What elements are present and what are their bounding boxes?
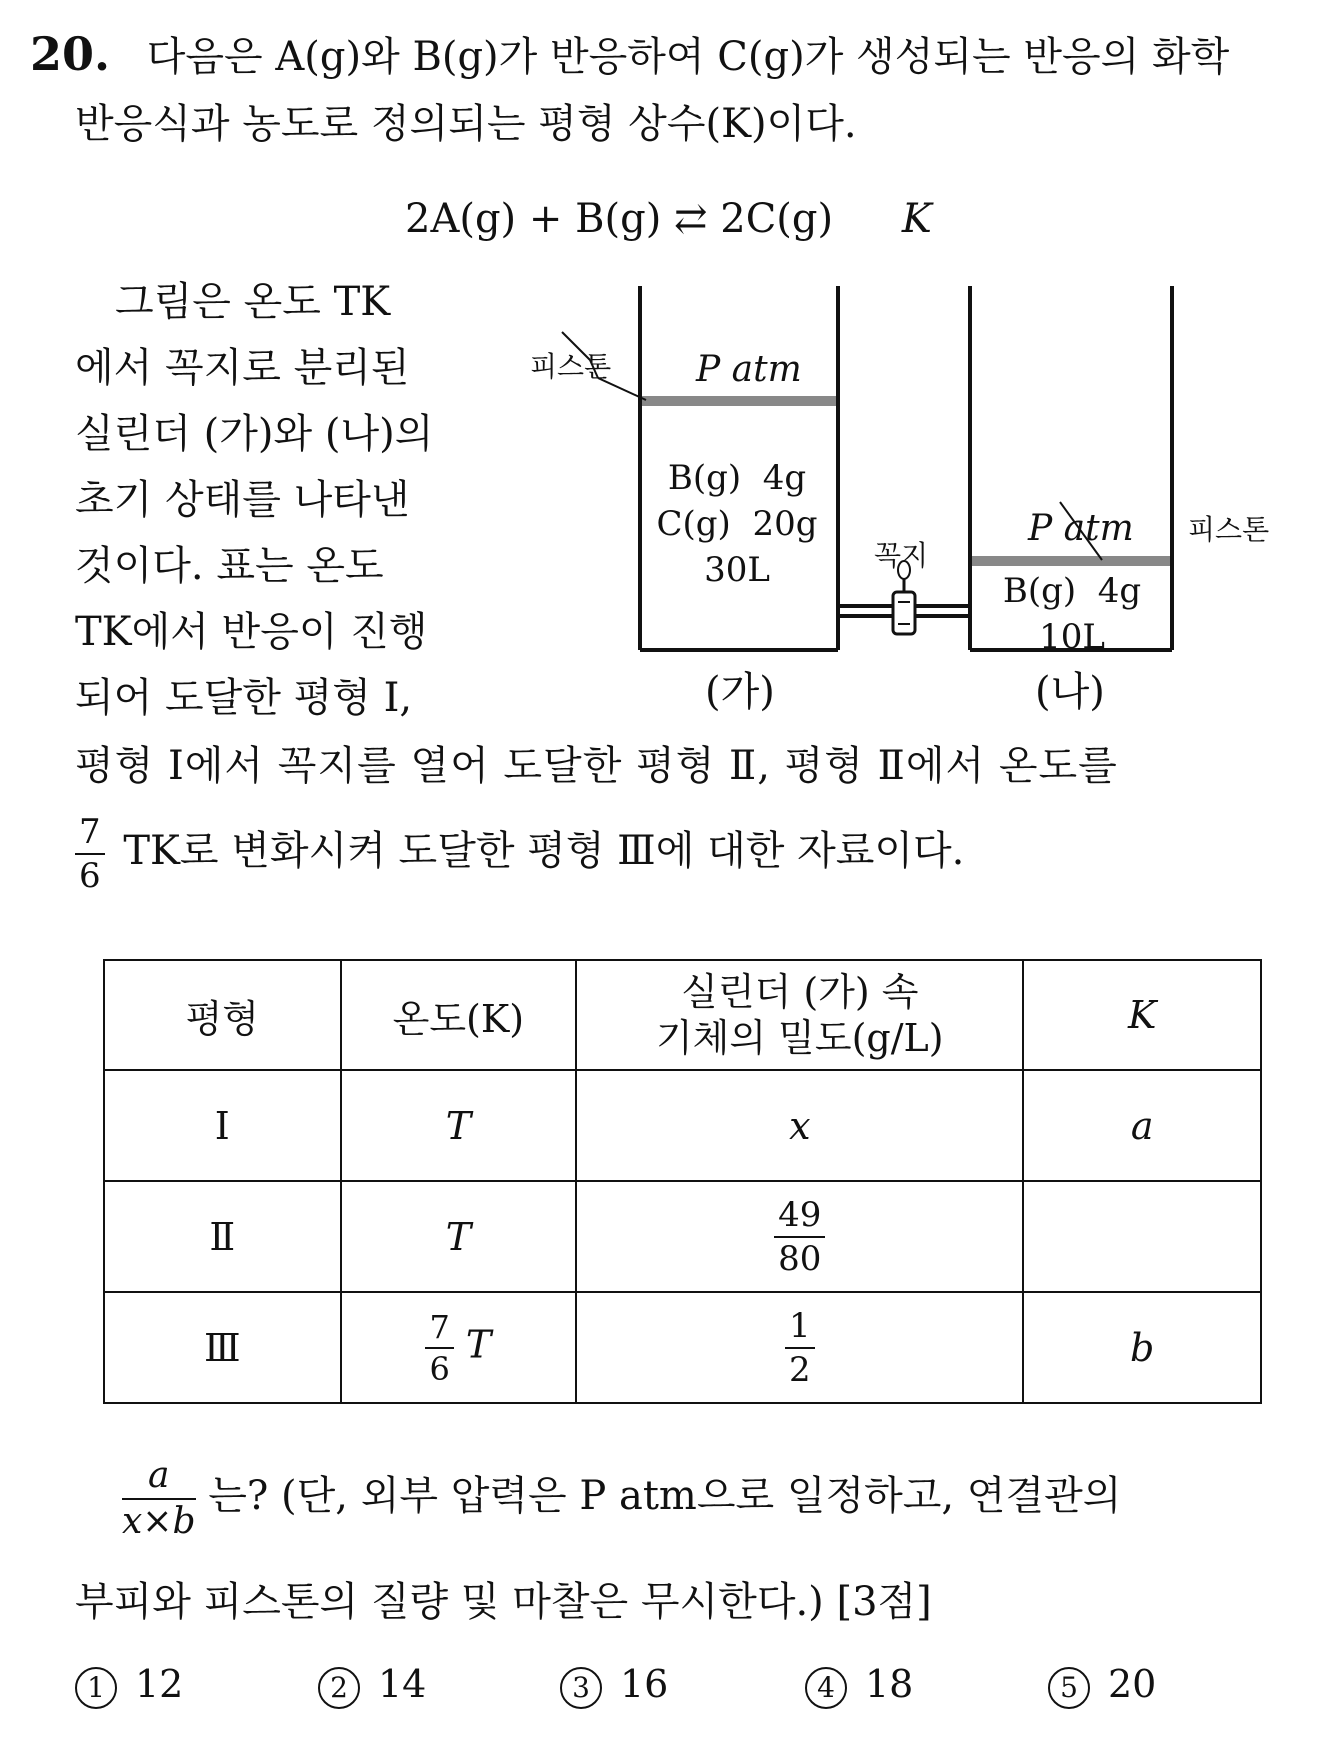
header-equilibrium: 평형	[104, 960, 341, 1070]
cell-k: b	[1023, 1292, 1261, 1403]
desc-line-1: 에서 꼭지로 분리된	[75, 345, 410, 391]
piston-left	[642, 396, 836, 406]
caption-ga: (가)	[705, 669, 775, 715]
left-pressure: P atm	[696, 349, 802, 390]
piston-label-right: 피스톤	[1188, 513, 1270, 546]
right-pressure: P atm	[1028, 508, 1134, 549]
cell-temp: $\frac{7}{6}$ T	[341, 1292, 577, 1403]
equilibrium-table	[103, 959, 1262, 1404]
piston-right	[972, 556, 1170, 566]
cell-eq: Ⅰ	[104, 1070, 341, 1181]
left-contents	[642, 455, 832, 593]
desc-line-0: 그림은 온도 TK	[115, 279, 391, 325]
choice-1[interactable]: 1 12	[75, 1662, 183, 1709]
choice-3[interactable]: 3 16	[560, 1662, 668, 1709]
question-number: 20.	[30, 27, 111, 81]
left-content-c: C(g) 20g	[656, 504, 818, 544]
equation-k: K	[901, 196, 932, 242]
ask-line-2: 부피와 피스톤의 질량 및 마찰은 무시한다.) [3점]	[75, 1579, 932, 1625]
cell-density: x	[576, 1070, 1023, 1181]
left-content-volume: 30L	[704, 550, 770, 590]
cell-k	[1023, 1181, 1261, 1292]
question-line-1	[30, 27, 1230, 81]
description-column	[75, 278, 487, 740]
desc-line-6: 되어 도달한 평형 Ⅰ,	[75, 675, 413, 721]
header-density: 실린더 (가) 속 기체의 밀도(g/L)	[576, 960, 1023, 1070]
header-temperature: 온도(K)	[341, 960, 577, 1070]
desc-line-3: 초기 상태를 나타낸	[75, 477, 410, 523]
choice-4[interactable]: 4 18	[805, 1662, 913, 1709]
cell-density: $\frac{1}{2}$	[576, 1292, 1023, 1403]
desc-line-5: TK에서 반응이 진행	[75, 609, 428, 655]
piston-label-left: 피스톤	[530, 350, 612, 383]
cell-eq: Ⅱ	[104, 1181, 341, 1292]
cell-k: a	[1023, 1070, 1261, 1181]
choice-5[interactable]: 5 20	[1048, 1662, 1156, 1709]
reaction-equation	[405, 195, 932, 243]
table-row	[104, 1181, 1261, 1292]
valve-label: 꼭지	[874, 539, 929, 572]
intro-text-2: 반응식과 농도로 정의되는 평형 상수(K)이다.	[75, 101, 857, 147]
desc-full-line: 평형 Ⅰ에서 꼭지를 열어 도달한 평형 Ⅱ, 평형 Ⅱ에서 온도를	[75, 743, 1118, 789]
desc-line-2: 실린더 (가)와 (나)의	[75, 411, 434, 457]
ask-line-1: $\frac{a}{x\times b}$ 는? (단, 외부 압력은 P atm으로 일정하고, 연결관의	[122, 1455, 1122, 1542]
cell-temp: T	[341, 1181, 577, 1292]
header-k: K	[1023, 960, 1261, 1070]
cell-density: $\frac{49}{80}$	[576, 1181, 1023, 1292]
desc-line-4: 것이다. 표는 온도	[75, 543, 384, 589]
right-content-volume: 10L	[1039, 617, 1105, 657]
ask-fraction: $\frac{a}{x\times b}$	[122, 1455, 196, 1542]
cell-temp: T	[341, 1070, 577, 1181]
intro-text-1: 다음은 A(g)와 B(g)가 반응하여 C(g)가 생성되는 반응의 화학	[146, 34, 1230, 80]
table-header-row	[104, 960, 1261, 1070]
choice-2[interactable]: 2 14	[318, 1662, 426, 1709]
table-row	[104, 1070, 1261, 1181]
cell-eq: Ⅲ	[104, 1292, 341, 1403]
right-content-b: B(g) 4g	[1002, 571, 1142, 611]
table-row	[104, 1292, 1261, 1403]
equation-text: 2A(g) + B(g) ⇄ 2C(g)	[405, 196, 834, 242]
desc-last-line: $\frac{7}{6}$ TK로 변화시켜 도달한 평형 Ⅲ에 대한 자료이다.	[75, 815, 964, 893]
right-contents	[972, 568, 1172, 660]
temperature-fraction: $\frac{7}{6}$	[75, 815, 105, 893]
caption-na: (나)	[1035, 669, 1105, 715]
left-content-b: B(g) 4g	[667, 458, 807, 498]
